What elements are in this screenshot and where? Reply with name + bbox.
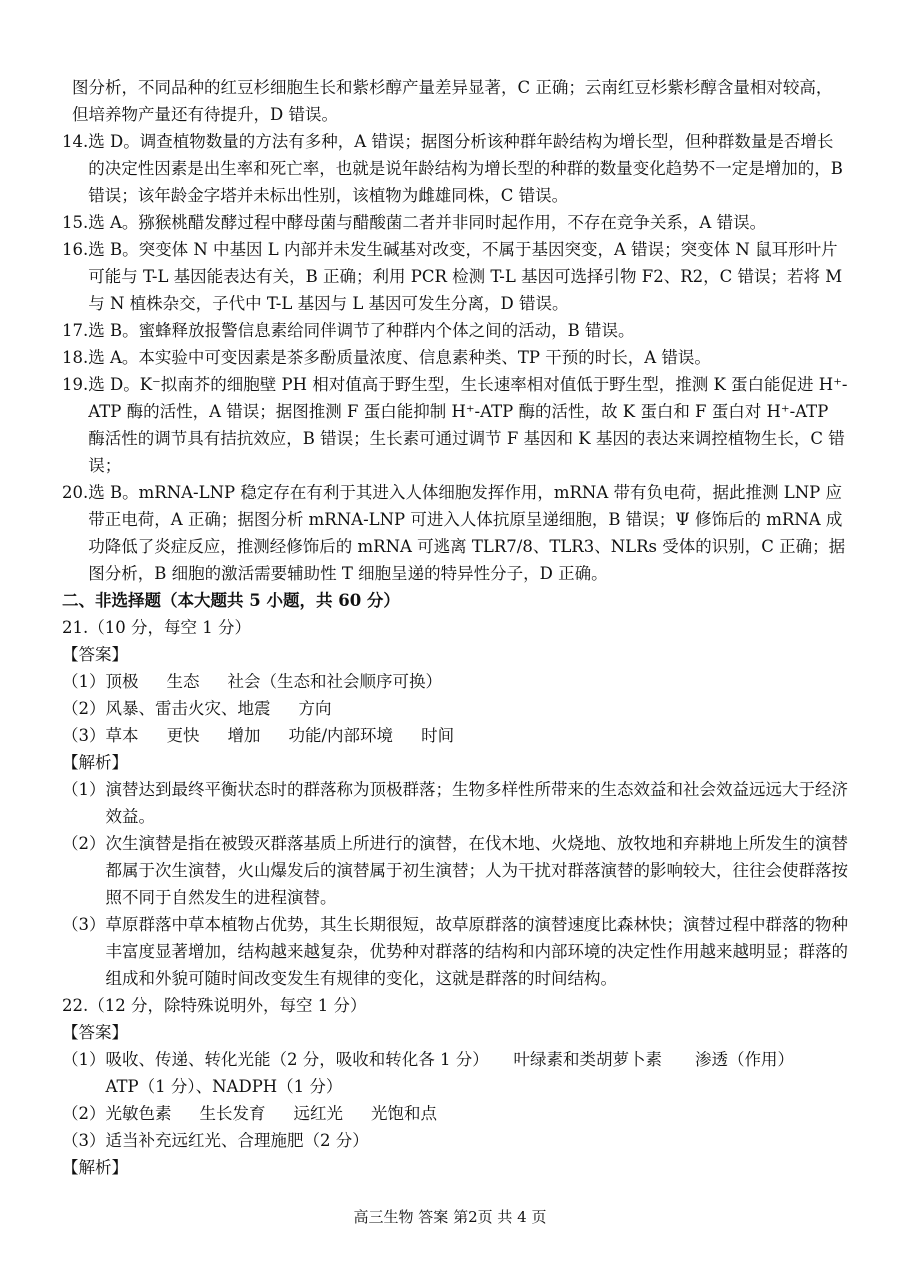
blank: 增加 [227,726,261,745]
blank: （3）草本 [62,726,139,745]
continued-paragraph: 图分析，不同品种的红豆杉细胞生长和紫杉醇产量差异显著，C 正确；云南红豆杉紫杉醇含量相对较高，但培养物产量还有待提升，D 错误。 [72,78,833,124]
item-number: 17. [62,321,89,340]
answer-item-20 [62,479,848,587]
item-number: 16. [62,240,89,259]
q21-answer-3 [62,722,848,749]
item-text: 选 A。猕猴桃醋发酵过程中酵母菌与醋酸菌二者并非同时起作用，不存在竞争关系，A 错误。 [88,213,767,232]
sub-number: （1） [62,780,106,799]
answer-item-17 [62,317,848,344]
q21-answer-1 [62,668,848,695]
q21-answer-label: 【答案】 [62,645,128,664]
answer-item-16 [62,236,848,317]
item-text: 选 A。本实验中可变因素是茶多酚质量浓度、信息素种类、TP 干预的时长，A 错误。 [88,348,711,367]
item-text: 选 B。突变体 N 中基因 L 内部并未发生碱基对改变，不属于基因突变，A 错误；突变体 N 鼠耳形叶片可能与 T-L 基因能表达有关，B 正确；利用 PCR 检测 T-L 基因可选择引物 F2、R2，C 错误；若将 M 与 N 植株杂交，子代中 T-L 基因与 L 基因可发生分离，D 错误。 [88,240,843,313]
blank: 方向 [298,699,332,718]
item-text: 选 B。蜜蜂释放报警信息素给同伴调节了种群内个体之间的活动，B 错误。 [88,321,635,340]
page-content [62,74,848,1181]
q22-answer-2 [62,1100,848,1127]
q21-explanation-1 [62,776,848,830]
item-text: 选 D。K⁻拟南芥的细胞壁 PH 相对值高于野生型，生长速率相对值低于野生型，推测 K 蛋白能促进 H⁺-ATP 酶的活性，A 错误；据图推测 F 蛋白能抑制 H⁺-ATP 酶的活性，故 K 蛋白和 F 蛋白对 H⁺-ATP 酶活性的调节具有拮抗效应，B 错误；生长素可通过调节 F 基因和 K 基因的表达来调控植物生长，C 错误； [88,375,848,475]
explanation-text: 次生演替是指在被毁灭群落基质上所进行的演替，在伐木地、火烧地、放牧地和弃耕地上所发生的演替都属于次生演替，火山爆发后的演替属于初生演替；人为干扰对群落演替的影响较大，往往会使群落按照不同于自然发生的进程演替。 [105,834,848,907]
q22-answer-label: 【答案】 [62,1023,128,1042]
item-number: 15. [62,213,89,232]
item-number: 20. [62,483,89,502]
answer-item-15 [62,209,848,236]
item-number: 19. [62,375,89,394]
sub-number: （1） [62,1050,106,1069]
blank: 功能/内部环境 [288,726,394,745]
item-number: 14. [62,132,89,151]
q21-explanation-3 [62,911,848,992]
blank: 社会（生态和社会顺序可换） [227,672,442,691]
q22-analysis-label: 【解析】 [62,1158,128,1177]
item-text: 选 D。调查植物数量的方法有多种，A 错误；据图分析该种群年龄结构为增长型，但种群数量是否增长的决定性因素是出生率和死亡率，也就是说年龄结构为增长型的种群的数量变化趋势不一定是增加的，B 错误；该年龄金字塔并未标出性别，该植物为雌雄同株，C 错误。 [88,132,843,205]
q21-header: 21.（10 分，每空 1 分） [62,618,251,637]
q21-analysis-label: 【解析】 [62,753,128,772]
answer-item-14 [62,128,848,209]
answer-item-18 [62,344,848,371]
sub-number: （2） [62,834,106,853]
item-text: 选 B。mRNA-LNP 稳定存在有利于其进入人体细胞发挥作用，mRNA 带有负电荷，据此推测 LNP 应带正电荷，A 正确；据图分析 mRNA-LNP 可进入人体抗原呈递细胞，B 错误；Ψ 修饰后的 mRNA 成功降低了炎症反应，推测经修饰后的 mRNA 可逃离 TLR7/8、TLR3、NLRs 受体的识别，C 正确；据图分析，B 细胞的激活需要辅助性 T 细胞呈递的特异性分子，D 正确。 [88,483,846,583]
item-number: 18. [62,348,89,367]
blank: 远红光 [293,1104,343,1123]
page-footer: 高三生物 答案 第2页 共 4 页 [353,1208,547,1226]
blank: 更快 [166,726,200,745]
blank: （2）光敏色素 [62,1104,172,1123]
q21-explanation-2 [62,830,848,911]
blank: 光饱和点 [371,1104,437,1123]
answer-item-19 [62,371,848,479]
q22-answer-1 [62,1046,848,1100]
section-heading: 二、非选择题（本大题共 5 小题，共 60 分） [62,591,400,610]
blank: 生态 [166,672,200,691]
sub-number: （3） [62,915,106,934]
explanation-text: 演替达到最终平衡状态时的群落称为顶极群落；生物多样性所带来的生态效益和社会效益远远大于经济效益。 [105,780,848,826]
explanation-text: 草原群落中草本植物占优势，其生长期很短，故草原群落的演替速度比森林快；演替过程中群落的物种丰富度显著增加，结构越来越复杂，优势种对群落的结构和内部环境的决定性作用越来越明显；群落的组成和外貌可随时间改变发生有规律的变化，这就是群落的时间结构。 [105,915,848,988]
blank: （2）风暴、雷击火灾、地震 [62,699,271,718]
q22-header: 22.（12 分，除特殊说明外，每空 1 分） [62,996,367,1015]
blank: （1）顶极 [62,672,139,691]
blank: 生长发育 [199,1104,266,1123]
q22-answer-3: （3）适当补充远红光、合理施肥（2 分） [62,1131,369,1150]
q21-answer-2 [62,695,848,722]
blank: 时间 [421,726,455,745]
answer-text: 吸收、传递、转化光能（2 分，吸收和转化各 1 分） 叶绿素和类胡萝卜素 渗透（作用） ATP（1 分）、NADPH（1 分） [105,1050,819,1096]
